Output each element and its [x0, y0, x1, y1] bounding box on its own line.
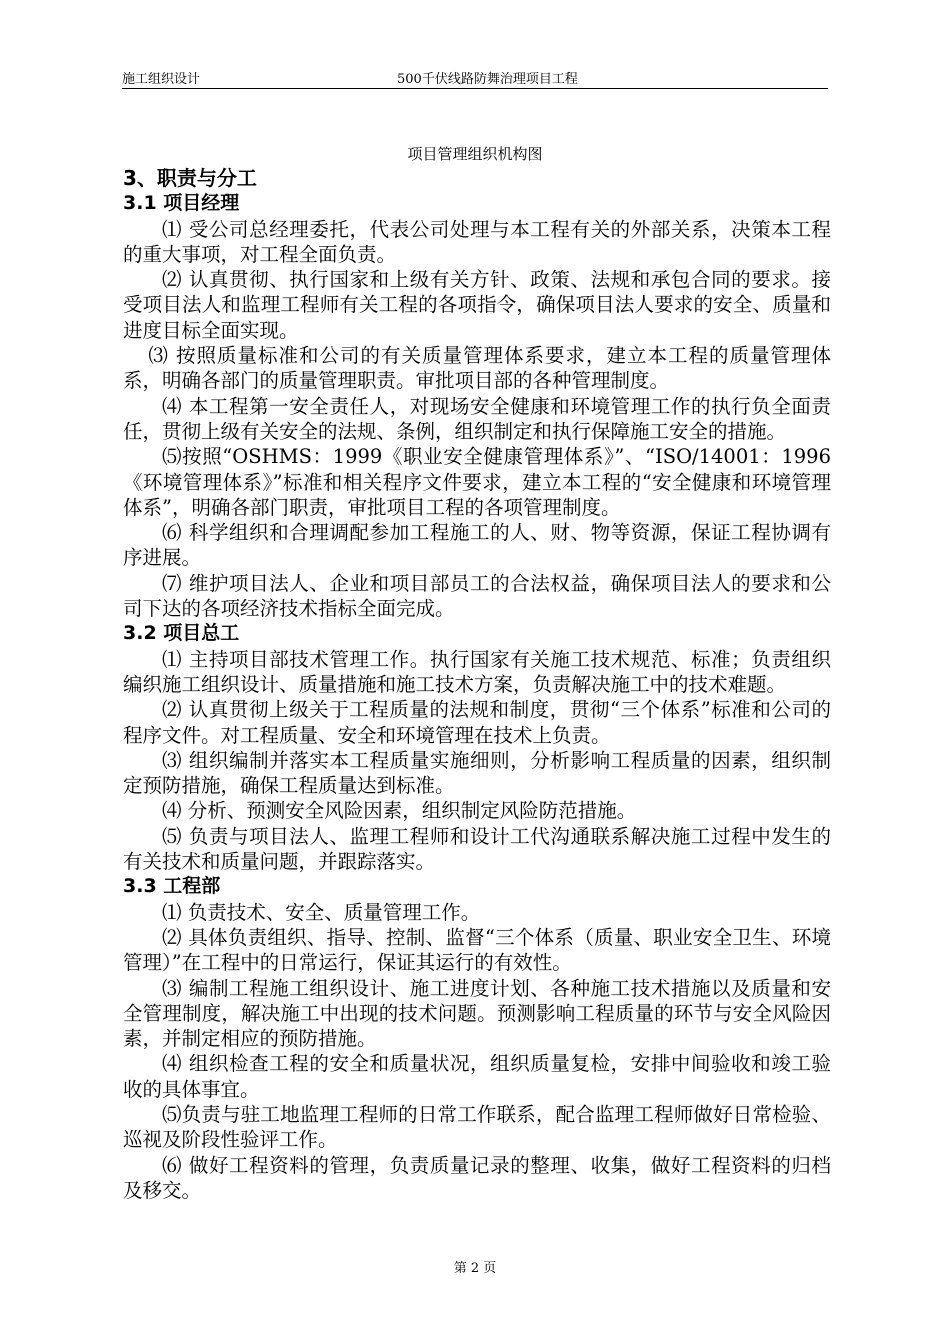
paragraph: ⑶ 按照质量标准和公司的有关质量管理体系要求，建立本工程的质量管理体系，明确各部门的质量管理职责。审批项目部的各种管理制度。: [123, 344, 831, 393]
paragraph: ⑴ 主持项目部技术管理工作。执行国家有关施工技术规范、标准；负责组织编织施工组织设计、质量措施和施工技术方案，负责解决施工中的技术难题。: [123, 647, 831, 696]
paragraph: ⑸按照“OSHMS：1999《职业安全健康管理体系》”、“ISO/14001：1996《环境管理体系》”标准和相关程序文件要求，建立本工程的“安全健康和环境管理体系”，明确各部门职责，审批项目工程的各项管理制度。: [123, 445, 831, 519]
paragraph: ⑷ 组织检查工程的安全和质量状况，组织质量复检，安排中间验收和竣工验收的具体事宜。: [123, 1052, 831, 1101]
document-body: [123, 166, 831, 1203]
subsection-heading: 3.2 项目总工: [123, 622, 240, 645]
paragraph: ⑶ 组织编制并落实本工程质量实施细则，分析影响工程质量的因素，组织制定预防措施，确保工程质量达到标准。: [123, 748, 831, 798]
paragraph: ⑸负责与驻工地监理工程师的日常工作联系，配合监理工程师做好日常检验、巡视及阶段性验评工作。: [123, 1102, 831, 1152]
header-title: 500千伏线路防舞治理项目工程: [397, 72, 578, 87]
subsection-heading: 3.1 项目经理: [123, 192, 240, 215]
paragraph: ⑵ 认真贯彻、执行国家和上级有关方针、政策、法规和承包合同的要求。接受项目法人和监理工程师有关工程的各项指令，确保项目法人要求的安全、质量和进度目标全面实现。: [123, 268, 831, 342]
paragraph: ⑺ 维护项目法人、企业和项目部员工的合法权益，确保项目法人的要求和公司下达的各项经济技术指标全面完成。: [123, 571, 831, 621]
paragraph: ⑵ 具体负责组织、指导、控制、监督“三个体系（质量、职业安全卫生、环境管理）”在工程中的日常运行，保证其运行的有效性。: [123, 925, 831, 975]
paragraph: ⑸ 负责与项目法人、监理工程师和设计工代沟通联系解决施工过程中发生的有关技术和质量问题，并跟踪落实。: [123, 824, 831, 874]
paragraph: ⑹ 科学组织和合理调配参加工程施工的人、财、物等资源，保证工程协调有序进展。: [123, 521, 831, 570]
paragraph: ⑶ 编制工程施工组织设计、施工进度计划、各种施工技术措施以及质量和安全管理制度，解决施工中出现的技术问题。预测影响工程质量的环节与安全风险因素，并制定相应的预防措施。: [123, 976, 831, 1051]
paragraph: ⑵ 认真贯彻上级关于工程质量的法规和制度，贯彻“三个体系”标准和公司的程序文件。对工程质量、安全和环境管理在技术上负责。: [123, 698, 831, 747]
paragraph: ⑷ 分析、预测安全风险因素，组织制定风险防范措施。: [162, 799, 637, 823]
paragraph: ⑴ 受公司总经理委托，代表公司处理与本工程有关的外部关系，决策本工程的重大事项，对工程全面负责。: [123, 217, 831, 266]
header-left-text: 施工组织设计: [122, 72, 201, 87]
figure-caption: 项目管理组织机构图: [407, 145, 543, 163]
section-heading: 3、职责与分工: [123, 166, 257, 190]
page-header: [122, 66, 828, 89]
paragraph: ⑹ 做好工程资料的管理，负责质量记录的整理、收集，做好工程资料的归档及移交。: [123, 1153, 831, 1202]
page-number: 第 2 页: [453, 1261, 497, 1276]
paragraph: ⑴ 负责技术、安全、质量管理工作。: [162, 900, 481, 924]
paragraph: ⑷ 本工程第一安全责任人，对现场安全健康和环境管理工作的执行负全面责任，贯彻上级有关安全的法规、条例，组织制定和执行保障施工安全的措施。: [123, 394, 831, 443]
subsection-heading: 3.3 工程部: [123, 875, 221, 898]
